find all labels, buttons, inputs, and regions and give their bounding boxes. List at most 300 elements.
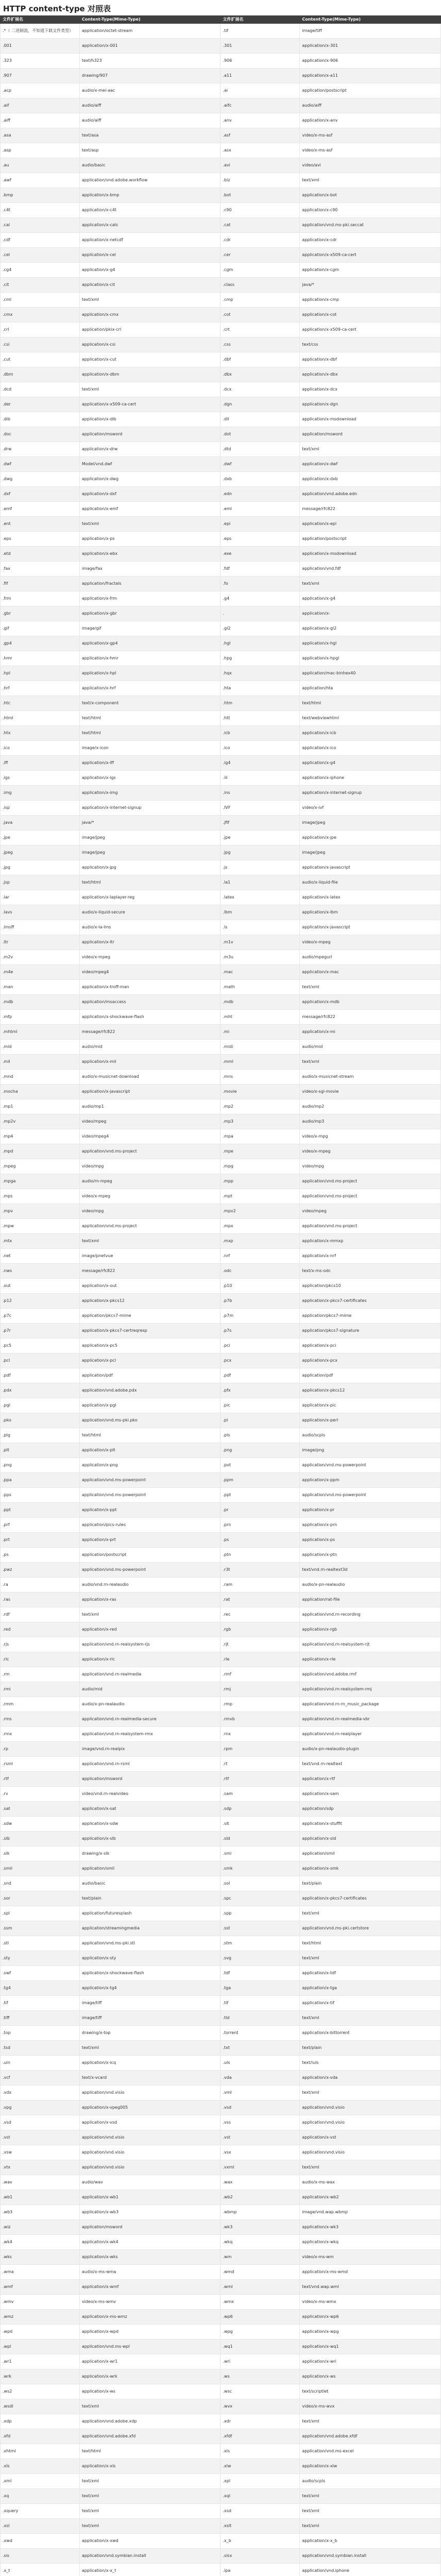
content-type-cell: text/xml bbox=[79, 2474, 220, 2489]
extension-cell: .a11 bbox=[220, 69, 300, 83]
content-type-cell: application/x-vst bbox=[300, 2130, 441, 2145]
extension-cell: .drw bbox=[1, 442, 80, 457]
extension-cell: .gif bbox=[1, 621, 80, 636]
extension-cell: .dwf bbox=[1, 457, 80, 472]
content-type-cell: video/x-ivf bbox=[300, 801, 441, 816]
content-type-cell: application/x-slb bbox=[79, 1832, 220, 1846]
content-type-cell: application/x-g4 bbox=[300, 591, 441, 606]
extension-cell: .htc bbox=[1, 696, 80, 711]
table-row bbox=[1, 427, 441, 442]
extension-cell: .dxf bbox=[1, 487, 80, 502]
table-row bbox=[1, 816, 441, 831]
extension-cell: .p10 bbox=[220, 1279, 300, 1294]
content-type-cell: application/vnd.adobe.rmf bbox=[300, 1667, 441, 1682]
content-type-cell: application/futuresplash bbox=[79, 1906, 220, 1921]
table-row bbox=[1, 845, 441, 860]
content-type-cell: application/vnd.rn-realmedia bbox=[79, 1667, 220, 1682]
content-type-cell: application/x-ptn bbox=[300, 1548, 441, 1563]
extension-cell: .mpt bbox=[220, 1189, 300, 1204]
extension-cell: .tif bbox=[1, 1996, 80, 2011]
content-type-cell: application/pkix-crl bbox=[79, 323, 220, 337]
extension-cell: .pc5 bbox=[1, 1338, 80, 1353]
content-type-cell: application/x-c4t bbox=[79, 203, 220, 218]
table-row bbox=[1, 1129, 441, 1144]
content-type-cell: audio/x-mei-aac bbox=[79, 83, 220, 98]
content-type-cell: application/x-wb3 bbox=[79, 2205, 220, 2220]
extension-cell: .xlw bbox=[220, 2459, 300, 2474]
table-row bbox=[1, 1159, 441, 1174]
content-type-cell: message/rfc822 bbox=[79, 1025, 220, 1040]
content-type-cell: application/x-ws bbox=[300, 2369, 441, 2384]
extension-cell: .cgm bbox=[220, 263, 300, 278]
content-type-cell: application/x-icq bbox=[79, 2056, 220, 2071]
content-type-cell: text/plain bbox=[300, 1876, 441, 1891]
table-row bbox=[1, 2175, 441, 2190]
extension-cell: .ico bbox=[220, 741, 300, 756]
extension-cell: .wr1 bbox=[1, 2354, 80, 2369]
extension-cell: .jpg bbox=[1, 860, 80, 875]
extension-cell: .cat bbox=[220, 218, 300, 233]
table-row bbox=[1, 1219, 441, 1234]
extension-cell: .png bbox=[220, 1443, 300, 1458]
extension-cell: .rmp bbox=[220, 1697, 300, 1712]
extension-cell: .001 bbox=[1, 39, 80, 54]
content-type-cell: application/x-gbr bbox=[79, 606, 220, 621]
table-row bbox=[1, 143, 441, 158]
extension-cell: .ppm bbox=[220, 1473, 300, 1488]
table-row bbox=[1, 606, 441, 621]
content-type-cell: application/x-x_b bbox=[300, 2534, 441, 2549]
content-type-cell: application/msword bbox=[79, 2220, 220, 2235]
content-type-cell: application/x-img bbox=[79, 786, 220, 801]
table-row bbox=[1, 591, 441, 606]
table-row bbox=[1, 412, 441, 427]
extension-cell: .tld bbox=[220, 2011, 300, 2026]
extension-cell: .au bbox=[1, 158, 80, 173]
content-type-cell: application/x-906 bbox=[300, 54, 441, 69]
content-type-cell: application/x-pgl bbox=[79, 1398, 220, 1413]
extension-cell: .x_t bbox=[1, 2564, 80, 2576]
table-row bbox=[1, 2235, 441, 2250]
table-row bbox=[1, 113, 441, 128]
table-row bbox=[1, 1413, 441, 1428]
extension-cell: .rgb bbox=[220, 1622, 300, 1637]
content-type-cell: application/x-001 bbox=[79, 39, 220, 54]
mime-table-body bbox=[1, 24, 441, 2576]
extension-cell: .bot bbox=[220, 188, 300, 203]
extension-cell: .pci bbox=[220, 1338, 300, 1353]
table-row bbox=[1, 2100, 441, 2115]
content-type-cell: application/x-ms-wmd bbox=[300, 2265, 441, 2280]
extension-cell: .sisx bbox=[220, 2549, 300, 2564]
content-type-cell: video/x-mpeg bbox=[79, 1189, 220, 1204]
extension-cell: .ls bbox=[220, 920, 300, 935]
content-type-cell: application/x-vda bbox=[300, 2071, 441, 2086]
content-type-cell: application/vnd.fdf bbox=[300, 562, 441, 577]
extension-cell: .sdw bbox=[1, 1817, 80, 1832]
extension-cell: .m3u bbox=[220, 950, 300, 965]
table-row bbox=[1, 457, 441, 472]
table-row bbox=[1, 2205, 441, 2220]
extension-cell: .fax bbox=[1, 562, 80, 577]
extension-cell: .sat bbox=[1, 1802, 80, 1817]
extension-cell: .java bbox=[1, 816, 80, 831]
table-row bbox=[1, 1204, 441, 1219]
extension-cell: .vdx bbox=[1, 2086, 80, 2100]
extension-cell: .323 bbox=[1, 54, 80, 69]
content-type-cell: audio/mp2 bbox=[300, 1099, 441, 1114]
extension-cell: .ent bbox=[1, 517, 80, 532]
extension-cell: .xq bbox=[1, 2489, 80, 2504]
extension-cell: .smil bbox=[1, 1861, 80, 1876]
table-row bbox=[1, 741, 441, 756]
content-type-cell: text/x-ms-odc bbox=[300, 1264, 441, 1279]
content-type-cell: text/html bbox=[79, 875, 220, 890]
content-type-cell: text/html bbox=[79, 726, 220, 741]
content-type-cell: application/x-wks bbox=[79, 2250, 220, 2265]
content-type-cell: application/x-laplayer-reg bbox=[79, 890, 220, 905]
content-type-cell: application/octet-stream bbox=[79, 24, 220, 39]
extension-cell: .tsd bbox=[1, 2041, 80, 2056]
content-type-cell: application/x-mdb bbox=[300, 995, 441, 1010]
table-row bbox=[1, 337, 441, 352]
table-row bbox=[1, 1578, 441, 1592]
content-type-cell: text/html bbox=[79, 1428, 220, 1443]
content-type-cell: text/xml bbox=[79, 2489, 220, 2504]
extension-cell: .xdr bbox=[220, 2414, 300, 2429]
extension-cell: .nrf bbox=[220, 1249, 300, 1264]
extension-cell: .jfif bbox=[220, 816, 300, 831]
table-row bbox=[1, 1368, 441, 1383]
table-row bbox=[1, 965, 441, 980]
extension-cell: .wpg bbox=[220, 2325, 300, 2340]
extension-cell: .p7m bbox=[220, 1309, 300, 1324]
content-type-cell: application/msword bbox=[300, 427, 441, 442]
content-type-cell: application/x-dcx bbox=[300, 382, 441, 397]
content-type-cell: text/html bbox=[79, 711, 220, 726]
extension-cell: .htt bbox=[220, 711, 300, 726]
content-type-cell: application/x-internet-signup bbox=[300, 786, 441, 801]
extension-cell: .ws bbox=[220, 2369, 300, 2384]
content-type-cell: application/x-dbm bbox=[79, 367, 220, 382]
extension-cell: .man bbox=[1, 980, 80, 995]
content-type-cell: audio/mid bbox=[79, 1040, 220, 1055]
extension-cell: .pko bbox=[1, 1413, 80, 1428]
extension-cell: .lmsff bbox=[1, 920, 80, 935]
table-row bbox=[1, 2474, 441, 2489]
extension-cell: .avi bbox=[220, 158, 300, 173]
content-type-cell: application/x-cmp bbox=[300, 293, 441, 308]
content-type-cell: text/x-component bbox=[79, 696, 220, 711]
table-row bbox=[1, 1353, 441, 1368]
extension-cell: .ws2 bbox=[1, 2384, 80, 2399]
content-type-cell: text/xml bbox=[300, 2160, 441, 2175]
content-type-cell: application/x-ras bbox=[79, 1592, 220, 1607]
extension-cell: .html bbox=[1, 711, 80, 726]
extension-cell: .img bbox=[1, 786, 80, 801]
content-type-cell: video/avi bbox=[300, 158, 441, 173]
content-type-cell: application/x-g4 bbox=[79, 263, 220, 278]
extension-cell: .dgn bbox=[220, 397, 300, 412]
table-row bbox=[1, 1667, 441, 1682]
content-type-cell: application/x-wk3 bbox=[300, 2220, 441, 2235]
content-type-cell: application/x-stuffit bbox=[300, 1817, 441, 1832]
content-type-cell: text/xml bbox=[300, 980, 441, 995]
content-type-cell: application/x-dxf bbox=[79, 487, 220, 502]
content-type-cell: audio/basic bbox=[79, 158, 220, 173]
content-type-cell: application/x-wpg bbox=[300, 2325, 441, 2340]
extension-cell: .pgl bbox=[1, 1398, 80, 1413]
extension-cell: .epi bbox=[220, 517, 300, 532]
content-type-cell: Model/vnd.dwf bbox=[79, 457, 220, 472]
extension-cell: .dbm bbox=[1, 367, 80, 382]
table-row bbox=[1, 2369, 441, 2384]
content-type-cell: video/x-mpg bbox=[300, 1129, 441, 1144]
extension-cell: .dib bbox=[1, 412, 80, 427]
extension-cell: .uls bbox=[220, 2056, 300, 2071]
extension-cell: .vml bbox=[220, 2086, 300, 2100]
extension-cell: .txt bbox=[220, 2041, 300, 2056]
content-type-cell: application/vnd.rn-realplayer bbox=[300, 1727, 441, 1742]
content-type-cell: audio/aiff bbox=[79, 113, 220, 128]
table-row bbox=[1, 1279, 441, 1294]
table-row bbox=[1, 1458, 441, 1473]
content-type-cell: application/vnd.adobe.workflow bbox=[79, 173, 220, 188]
content-type-cell: text/xml bbox=[79, 382, 220, 397]
content-type-cell: application/vnd.rn-realsystem-rmj bbox=[300, 1682, 441, 1697]
extension-cell: .xfd bbox=[1, 2429, 80, 2444]
content-type-cell: text/h323 bbox=[79, 54, 220, 69]
extension-cell: .spc bbox=[220, 1891, 300, 1906]
content-type-cell: text/webviewhtml bbox=[300, 711, 441, 726]
extension-cell: .sld bbox=[220, 1832, 300, 1846]
extension-cell: .301 bbox=[220, 39, 300, 54]
content-type-cell: application/vnd.adobe.pdx bbox=[79, 1383, 220, 1398]
extension-cell: .mpx bbox=[220, 1219, 300, 1234]
table-row bbox=[1, 920, 441, 935]
extension-cell: .rec bbox=[220, 1607, 300, 1622]
table-row bbox=[1, 890, 441, 905]
table-row bbox=[1, 2519, 441, 2534]
content-type-cell: video/mpeg bbox=[300, 1204, 441, 1219]
content-type-cell: application/vnd.ms-powerpoint bbox=[79, 1473, 220, 1488]
content-type-cell: application/x-csi bbox=[79, 337, 220, 352]
table-row bbox=[1, 1846, 441, 1861]
content-type-cell: application/vnd.ms-project bbox=[300, 1174, 441, 1189]
table-row bbox=[1, 218, 441, 233]
content-type-cell: application/x-x_t bbox=[79, 2564, 220, 2576]
extension-cell: .dbf bbox=[220, 352, 300, 367]
table-row bbox=[1, 980, 441, 995]
content-type-cell: application/vnd.rn-recording bbox=[300, 1607, 441, 1622]
extension-cell: .ps bbox=[220, 1533, 300, 1548]
content-type-cell: audio/x-musicnet-download bbox=[79, 1070, 220, 1084]
extension-cell: .rp bbox=[1, 1742, 80, 1757]
extension-cell: .mp1 bbox=[1, 1099, 80, 1114]
content-type-cell: application/vnd.visio bbox=[79, 2160, 220, 2175]
extension-cell: .xfdf bbox=[220, 2429, 300, 2444]
table-row bbox=[1, 860, 441, 875]
extension-cell: .plt bbox=[1, 1443, 80, 1458]
content-type-cell: video/mpeg bbox=[79, 1114, 220, 1129]
extension-cell: .mpv bbox=[1, 1204, 80, 1219]
content-type-cell: text/asa bbox=[79, 128, 220, 143]
extension-cell: .gbr bbox=[1, 606, 80, 621]
extension-cell: .wpl bbox=[1, 2340, 80, 2354]
extension-cell: .vsd bbox=[220, 2100, 300, 2115]
extension-cell: .latex bbox=[220, 890, 300, 905]
content-type-cell: application/x-hpl bbox=[79, 666, 220, 681]
content-type-cell: application/postscript bbox=[300, 532, 441, 547]
content-type-cell: audio/x-pn-realaudio-plugin bbox=[300, 1742, 441, 1757]
extension-cell: .wmv bbox=[1, 2295, 80, 2310]
extension-cell: .pls bbox=[220, 1428, 300, 1443]
content-type-cell: video/x-ms-asf bbox=[300, 143, 441, 158]
table-row bbox=[1, 2310, 441, 2325]
content-type-cell: application/x-dxb bbox=[300, 472, 441, 487]
content-type-cell: application/x-pcl bbox=[79, 1353, 220, 1368]
table-row bbox=[1, 1697, 441, 1712]
table-row bbox=[1, 1025, 441, 1040]
table-row bbox=[1, 2429, 441, 2444]
extension-cell: .rmm bbox=[1, 1697, 80, 1712]
table-row bbox=[1, 2115, 441, 2130]
content-type-cell: application/pkcs7-mime bbox=[79, 1309, 220, 1324]
extension-cell: .prn bbox=[220, 1518, 300, 1533]
content-type-cell: application/vnd.ms-pki.pko bbox=[79, 1413, 220, 1428]
extension-cell: .dcd bbox=[1, 382, 80, 397]
content-type-cell: text/xml bbox=[300, 1951, 441, 1966]
extension-cell: .mpe bbox=[220, 1144, 300, 1159]
content-type-cell: application/x-bmp bbox=[79, 188, 220, 203]
content-type-cell: application/x-hmr bbox=[79, 651, 220, 666]
extension-cell: .ppt bbox=[1, 1503, 80, 1518]
content-type-cell: application/vnd.rn-realsystem-rjs bbox=[79, 1637, 220, 1652]
content-type-cell: text/vnd.wap.wml bbox=[300, 2280, 441, 2295]
content-type-cell: application/x-pci bbox=[300, 1338, 441, 1353]
content-type-cell: application/vnd.ms-pki.certstore bbox=[300, 1921, 441, 1936]
extension-cell: .ins bbox=[220, 786, 300, 801]
content-type-cell: audio/x-musicnet-stream bbox=[300, 1070, 441, 1084]
extension-cell: .wb1 bbox=[1, 2190, 80, 2205]
table-row bbox=[1, 995, 441, 1010]
table-row bbox=[1, 173, 441, 188]
table-row bbox=[1, 442, 441, 457]
table-row bbox=[1, 24, 441, 39]
table-row bbox=[1, 636, 441, 651]
extension-cell: .jpg bbox=[220, 845, 300, 860]
content-type-cell: application/vnd.visio bbox=[300, 2115, 441, 2130]
content-type-cell: application/x-vpeg005 bbox=[79, 2100, 220, 2115]
extension-cell: .wks bbox=[1, 2250, 80, 2265]
content-type-cell: application/x-ws bbox=[79, 2384, 220, 2399]
content-type-cell: image/pnetvue bbox=[79, 1249, 220, 1264]
extension-cell: .htm bbox=[220, 696, 300, 711]
mime-table bbox=[0, 15, 441, 2576]
extension-cell: .pdx bbox=[1, 1383, 80, 1398]
table-row bbox=[1, 2489, 441, 2504]
content-type-cell: application/pkcs7-mime bbox=[300, 1309, 441, 1324]
table-row bbox=[1, 1787, 441, 1802]
extension-cell: .pot bbox=[220, 1458, 300, 1473]
extension-cell: .htx bbox=[1, 726, 80, 741]
table-row bbox=[1, 1548, 441, 1563]
extension-cell: .ltr bbox=[1, 935, 80, 950]
extension-cell: .dcx bbox=[220, 382, 300, 397]
table-row bbox=[1, 1503, 441, 1518]
content-type-cell: application/x-wp6 bbox=[300, 2310, 441, 2325]
content-type-cell: application/vnd.ms-pki.stl bbox=[79, 1936, 220, 1951]
content-type-cell: application/x-tif bbox=[300, 1996, 441, 2011]
extension-cell: .rdf bbox=[1, 1607, 80, 1622]
content-type-cell: application/x-hpgl bbox=[300, 651, 441, 666]
table-row bbox=[1, 1084, 441, 1099]
content-type-cell: application/x-tga bbox=[300, 1981, 441, 1996]
extension-cell: .xml bbox=[1, 2474, 80, 2489]
header-extension-1: 文件扩展名 bbox=[1, 16, 80, 24]
table-row bbox=[1, 1249, 441, 1264]
extension-cell: .rmx bbox=[1, 1727, 80, 1742]
content-type-cell: application/x-ps bbox=[79, 532, 220, 547]
table-row bbox=[1, 2549, 441, 2564]
extension-cell: .906 bbox=[220, 54, 300, 69]
table-row bbox=[1, 2145, 441, 2160]
content-type-cell: application/vnd.ms-powerpoint bbox=[79, 1488, 220, 1503]
extension-cell: .wm bbox=[220, 2250, 300, 2265]
table-row bbox=[1, 69, 441, 83]
content-type-cell: application/pdf bbox=[79, 1368, 220, 1383]
table-row bbox=[1, 532, 441, 547]
content-type-cell: text/xml bbox=[300, 2504, 441, 2519]
content-type-cell: text/xml bbox=[300, 2489, 441, 2504]
content-type-cell: application/x-xwd bbox=[79, 2534, 220, 2549]
extension-cell: .mml bbox=[220, 1055, 300, 1070]
content-type-cell: text/xml bbox=[300, 1055, 441, 1070]
extension-cell: .c90 bbox=[220, 203, 300, 218]
content-type-cell: application/x-vsd bbox=[79, 2115, 220, 2130]
extension-cell: .wma bbox=[1, 2265, 80, 2280]
content-type-cell: application/x-wkq bbox=[300, 2235, 441, 2250]
content-type-cell: application/x-c90 bbox=[300, 203, 441, 218]
extension-cell: .sor bbox=[1, 1891, 80, 1906]
content-type-cell: message/rfc822 bbox=[300, 502, 441, 517]
table-row bbox=[1, 1727, 441, 1742]
content-type-cell: image/tiff bbox=[79, 1996, 220, 2011]
content-type-cell: application/x-xlw bbox=[300, 2459, 441, 2474]
extension-cell: .pdf bbox=[220, 1368, 300, 1383]
extension-cell: .mpv2 bbox=[220, 1204, 300, 1219]
table-row bbox=[1, 293, 441, 308]
extension-cell: .mpga bbox=[1, 1174, 80, 1189]
extension-cell: .wml bbox=[220, 2280, 300, 2295]
content-type-cell: application/fractals bbox=[79, 577, 220, 591]
content-type-cell: application/x-tdf bbox=[300, 1966, 441, 1981]
content-type-cell: application/hta bbox=[300, 681, 441, 696]
content-type-cell: application/x-shockwave-flash bbox=[79, 1010, 220, 1025]
content-type-cell: application/x-pkcs7-certificates bbox=[300, 1294, 441, 1309]
table-row bbox=[1, 1802, 441, 1817]
extension-cell: .xls bbox=[220, 2444, 300, 2459]
table-row bbox=[1, 681, 441, 696]
extension-cell: .dxb bbox=[220, 472, 300, 487]
content-type-cell: application/x-gp4 bbox=[79, 636, 220, 651]
content-type-cell: text/xml bbox=[79, 2519, 220, 2534]
content-type-cell: application/x-bot bbox=[300, 188, 441, 203]
content-type-cell: application/x-latex bbox=[300, 890, 441, 905]
table-row bbox=[1, 1114, 441, 1129]
content-type-cell: application/x-msdownload bbox=[300, 547, 441, 562]
table-row bbox=[1, 1682, 441, 1697]
